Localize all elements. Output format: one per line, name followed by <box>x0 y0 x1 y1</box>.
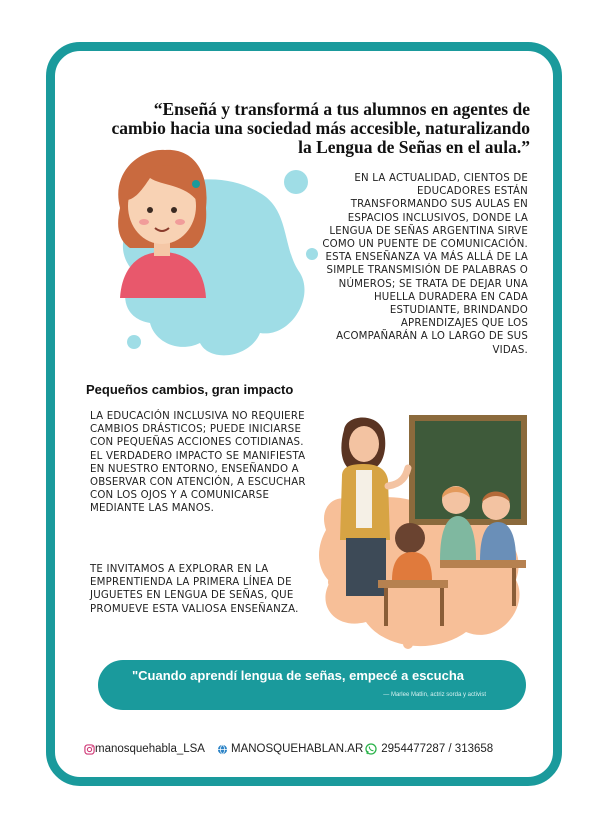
instagram-icon <box>84 744 95 755</box>
teacher-face <box>349 426 379 462</box>
desk <box>440 560 526 568</box>
student-head <box>395 523 425 553</box>
girl-cheek <box>175 219 185 225</box>
blue-splash-drop <box>127 335 141 349</box>
desk-leg <box>384 588 388 626</box>
globe-icon <box>217 744 228 755</box>
instagram-handle: manosquehabla_LSA <box>95 743 205 755</box>
desk <box>378 580 448 588</box>
phone-number: 2954477287 / 313658 <box>381 743 494 755</box>
hearing-aid-icon <box>192 180 200 188</box>
teacher-hand <box>388 468 408 486</box>
header-quote: “Enseñá y transformá a tus alumnos en agentes de cambio hacia una sociedad más accesible, naturalizando la Lengua de Señas en el aula.” <box>111 99 530 157</box>
girl-eye <box>147 207 153 213</box>
website-url: MANOSQUEHABLAN.AR <box>230 743 364 755</box>
desk-leg <box>440 588 444 626</box>
section-heading: Pequeños cambios, gran impacto <box>86 382 294 397</box>
girl-cheek <box>139 219 149 225</box>
intro-paragraph: EN LA ACTUALIDAD, CIENTOS DE EDUCADORES ESTÁN TRANSFORMANDO SUS AULAS EN ESPACIOS INCLUSIVOS, DONDE LA LENGUA DE SEÑAS ARGENTINA SIRVE COMO UN PUENTE DE COMUNICACIÓN. ESTA ENSEÑANZA VA MÁS ALLÁ DE LA SIMPLE TRANSMISIÓN DE PALABRAS O NÚMEROS; SE TRATA DE DEJAR UNA HUELLA DURADERA EN CADA ESTUDIANTE, BRINDANDO APRENDIZAJES QUE LOS ACOMPAÑARÁN A LO LARGO DE SUS VIDAS. <box>322 173 528 356</box>
girl-illustration <box>100 148 320 368</box>
banner-quote: "Cuando aprendí lengua de señas, empecé a escucha <box>132 668 465 683</box>
quote-banner <box>98 660 526 710</box>
peach-splash-drop <box>328 574 344 590</box>
desk-leg <box>512 568 516 606</box>
whatsapp-link[interactable] <box>365 743 493 755</box>
teacher-shirt <box>356 470 372 528</box>
footer-contact <box>84 740 524 758</box>
whatsapp-icon <box>365 743 377 755</box>
blue-splash-drop <box>284 170 308 194</box>
website-link[interactable] <box>217 743 363 755</box>
girl-eye <box>171 207 177 213</box>
blue-splash-drop <box>306 248 318 260</box>
peach-splash-drop <box>403 639 413 649</box>
section-paragraph-1: LA EDUCACIÓN INCLUSIVA NO REQUIERE CAMBIOS DRÁSTICOS; PUEDE INICIARSE CON PEQUEÑAS ACCIONES COTIDIANAS. EL VERDADERO IMPACTO SE MANIFIESTA EN NUESTRO ENTORNO, ENSEÑANDO A OBSERVAR CON ATENCIÓN, A ESCUCHAR CON LOS OJOS Y A COMUNICARSE MEDIANTE LAS MANOS. <box>90 411 306 515</box>
instagram-link[interactable] <box>84 743 205 755</box>
classroom-illustration <box>316 410 530 654</box>
section-paragraph-2: TE INVITAMOS A EXPLORAR EN LA EMPRENTIENDA LA PRIMERA LÍNEA DE JUGUETES EN LENGUA DE SEÑAS, QUE PROMUEVE ESTA VALIOSA ENSEÑANZA. <box>90 564 299 615</box>
banner-author: — Marlee Matlin, actriz sorda y activist <box>383 692 486 698</box>
